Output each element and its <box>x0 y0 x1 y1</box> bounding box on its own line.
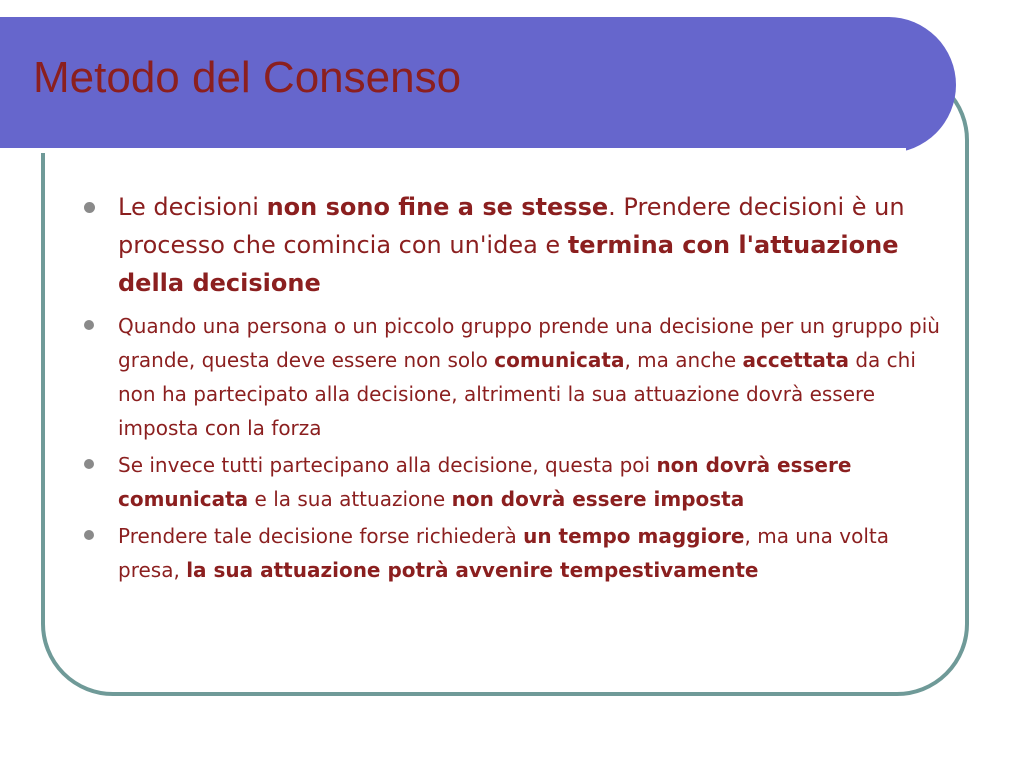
bullet-text-part: Prendere tale decisione forse richiederà <box>118 524 524 548</box>
bullet-dot-icon <box>84 530 94 540</box>
bullet-text-part: , ma una volta presa, <box>118 524 890 582</box>
bullet-text-bold: la sua attuazione potrà avvenire tempestivamente <box>186 558 759 582</box>
bullet-text-part: Quando una persona o un piccolo gruppo prende una decisione per un gruppo più grande, questa deve essere non solo <box>118 314 940 372</box>
bullet-text-bold: accettata <box>742 348 849 372</box>
bullet-dot-icon <box>84 202 95 213</box>
bullet-text-part: Le decisioni <box>118 193 267 221</box>
bullet-dot-icon <box>84 320 94 330</box>
bullet-text-bold: non dovrà essere imposta <box>451 487 745 511</box>
bullet-text-part: , ma anche <box>624 348 743 372</box>
bullet-list <box>84 188 954 590</box>
bullet-item <box>84 519 954 587</box>
bullet-item <box>84 309 954 445</box>
bullet-text-bold: termina con l'attuazione della decisione <box>118 231 899 297</box>
title-underline <box>0 148 906 153</box>
bullet-item <box>84 188 954 302</box>
bullet-text-bold: un tempo maggiore <box>523 524 745 548</box>
bullet-text-part: e la sua attuazione <box>248 487 452 511</box>
bullet-text-part: da chi non ha partecipato alla decisione, altrimenti la sua attuazione dovrà essere imposta con la forza <box>118 348 916 440</box>
bullet-text-part: Se invece tutti partecipano alla decisione, questa poi <box>118 453 657 477</box>
slide-title: Metodo del Consenso <box>33 53 462 102</box>
bullet-text-bold: non dovrà essere comunicata <box>118 453 852 511</box>
bullet-text-bold: comunicata <box>494 348 625 372</box>
bullet-item <box>84 448 954 516</box>
bullet-text-bold: non sono fine a se stesse <box>266 193 609 221</box>
bullet-text-part: . Prendere decisioni è un processo che comincia con un'idea e <box>118 193 905 259</box>
bullet-dot-icon <box>84 459 94 469</box>
